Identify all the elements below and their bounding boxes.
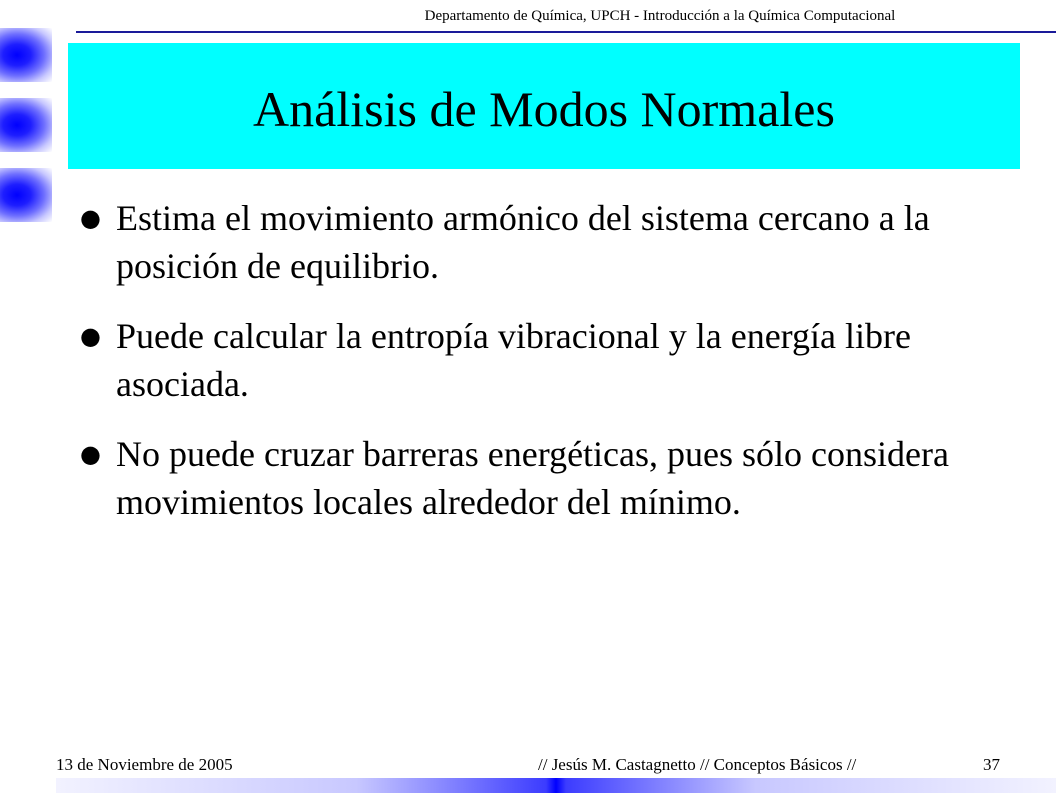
bullet-item: [80, 430, 1010, 526]
bullet-dot-icon: ●: [80, 204, 101, 232]
footer-author: // Jesús M. Castagnetto // Conceptos Básicos //: [538, 755, 857, 774]
decorative-glow-square-icon: [0, 98, 52, 152]
footer-date: 13 de Noviembre de 2005: [56, 755, 233, 774]
decorative-glow-square-icon: [0, 28, 52, 82]
decorative-glow-square-icon: [0, 168, 52, 222]
title-box: [68, 43, 1020, 169]
bullet-dot-icon: ●: [80, 440, 101, 468]
bullet-text: Puede calcular la entropía vibracional y la energía libre asociada.: [116, 316, 911, 404]
header-text: Departamento de Química, UPCH - Introducción a la Química Computacional: [424, 8, 896, 24]
page-number: 37: [983, 755, 1000, 774]
slide-title: Análisis de Modos Normales: [253, 81, 835, 137]
header-divider: [76, 31, 1056, 33]
bullet-dot-icon: ●: [80, 322, 101, 350]
bullet-item: [80, 194, 1010, 290]
bullet-list: [80, 194, 1010, 548]
bullet-text: Estima el movimiento armónico del sistema cercano a la posición de equilibrio.: [116, 198, 930, 286]
bullet-item: [80, 312, 1010, 408]
footer-gradient-bar: [56, 778, 1056, 793]
bullet-text: No puede cruzar barreras energéticas, pues sólo considera movimientos locales alrededor del mínimo.: [116, 434, 949, 522]
